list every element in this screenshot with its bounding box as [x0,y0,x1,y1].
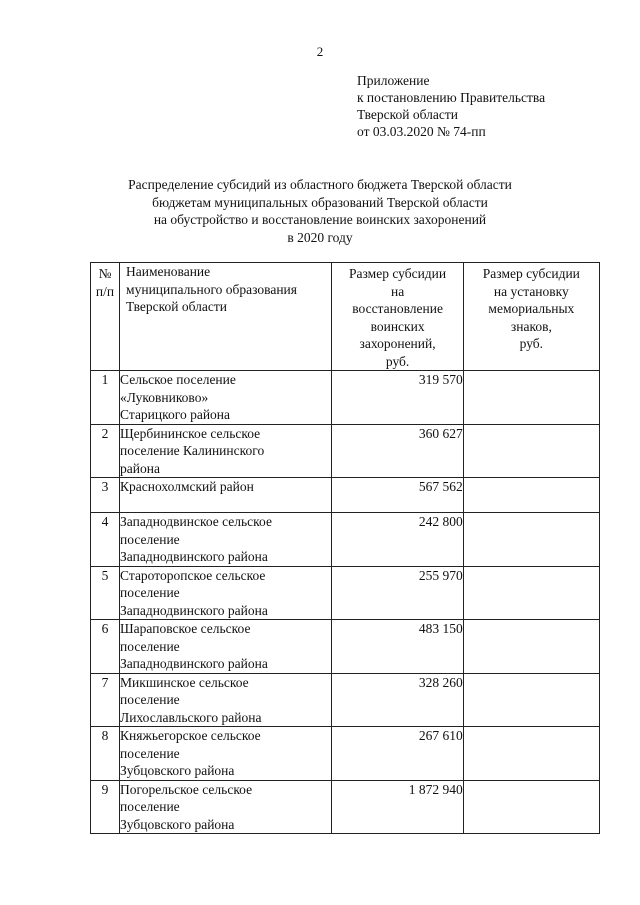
row-sum-signs [463,620,599,674]
table-row [91,424,600,478]
row-sum-restore: 360 627 [332,424,463,478]
title-line: бюджетам муниципальных образований Тверской области [152,194,488,210]
table-row [91,371,600,425]
header-num: № п/п [91,263,120,371]
row-sum-signs [463,673,599,727]
row-sum-signs [463,478,599,513]
header-name: Наименование муниципального образования Тверской области [120,263,332,371]
table-row [91,673,600,727]
header-sum-signs: Размер субсидии на установку мемориальных знаков, руб. [463,263,599,371]
page-number: 2 [316,44,324,59]
row-sum-signs [463,371,599,425]
title-line: в 2020 году [287,229,353,245]
row-name: Шараповское сельское поселение Западнодвинского района [120,620,332,674]
row-sum-restore: 267 610 [332,727,463,781]
row-sum-signs [463,780,599,834]
title-line: на обустройство и восстановление воинских захоронений [153,212,487,227]
table-row [91,780,600,834]
subsidy-table [90,262,600,834]
table-row [91,727,600,781]
row-sum-signs [463,727,599,781]
row-num: 8 [91,727,120,781]
row-name: Староторопское сельское поселение Западнодвинского района [120,566,332,620]
row-sum-restore: 242 800 [332,513,463,567]
row-name: Сельское поселение «Луковниково» Старицкого района [120,371,332,425]
table-row [91,620,600,674]
row-sum-restore: 483 150 [332,620,463,674]
row-sum-restore: 1 872 940 [332,780,463,834]
row-sum-signs [463,424,599,478]
row-name: Княжьегорское сельское поселение Зубцовского района [120,727,332,781]
row-name: Западнодвинское сельское поселение Западнодвинского района [120,513,332,567]
document-title [0,176,640,246]
table-row [91,478,600,513]
row-name: Погорельское сельское поселение Зубцовского района [120,780,332,834]
appendix-line: Приложение [357,73,430,88]
table-row [91,566,600,620]
appendix-block [357,72,545,140]
row-num: 9 [91,780,120,834]
row-sum-restore: 319 570 [332,371,463,425]
table-header-row [91,263,600,371]
row-sum-signs [463,566,599,620]
row-name: Щербининское сельское поселение Калининского района [120,424,332,478]
row-sum-signs [463,513,599,567]
row-num: 5 [91,566,120,620]
row-num: 2 [91,424,120,478]
row-num: 7 [91,673,120,727]
table-row [91,513,600,567]
row-num: 6 [91,620,120,674]
appendix-line: к постановлению Правительства [357,90,546,105]
row-name: Микшинское сельское поселение Лихославльского района [120,673,332,727]
row-name: Краснохолмский район [120,478,332,513]
row-sum-restore: 255 970 [332,566,463,620]
row-sum-restore: 328 260 [332,673,463,727]
appendix-line: Тверской области [357,107,458,122]
row-num: 3 [91,478,120,513]
row-num: 1 [91,371,120,425]
row-sum-restore: 567 562 [332,478,463,513]
row-num: 4 [91,513,120,567]
title-line: Распределение субсидий из областного бюджета Тверской области [128,177,512,192]
header-sum-restore: Размер субсидии на восстановление воинских захоронений, руб. [332,263,463,371]
appendix-line: от 03.03.2020 № 74-пп [357,124,486,139]
